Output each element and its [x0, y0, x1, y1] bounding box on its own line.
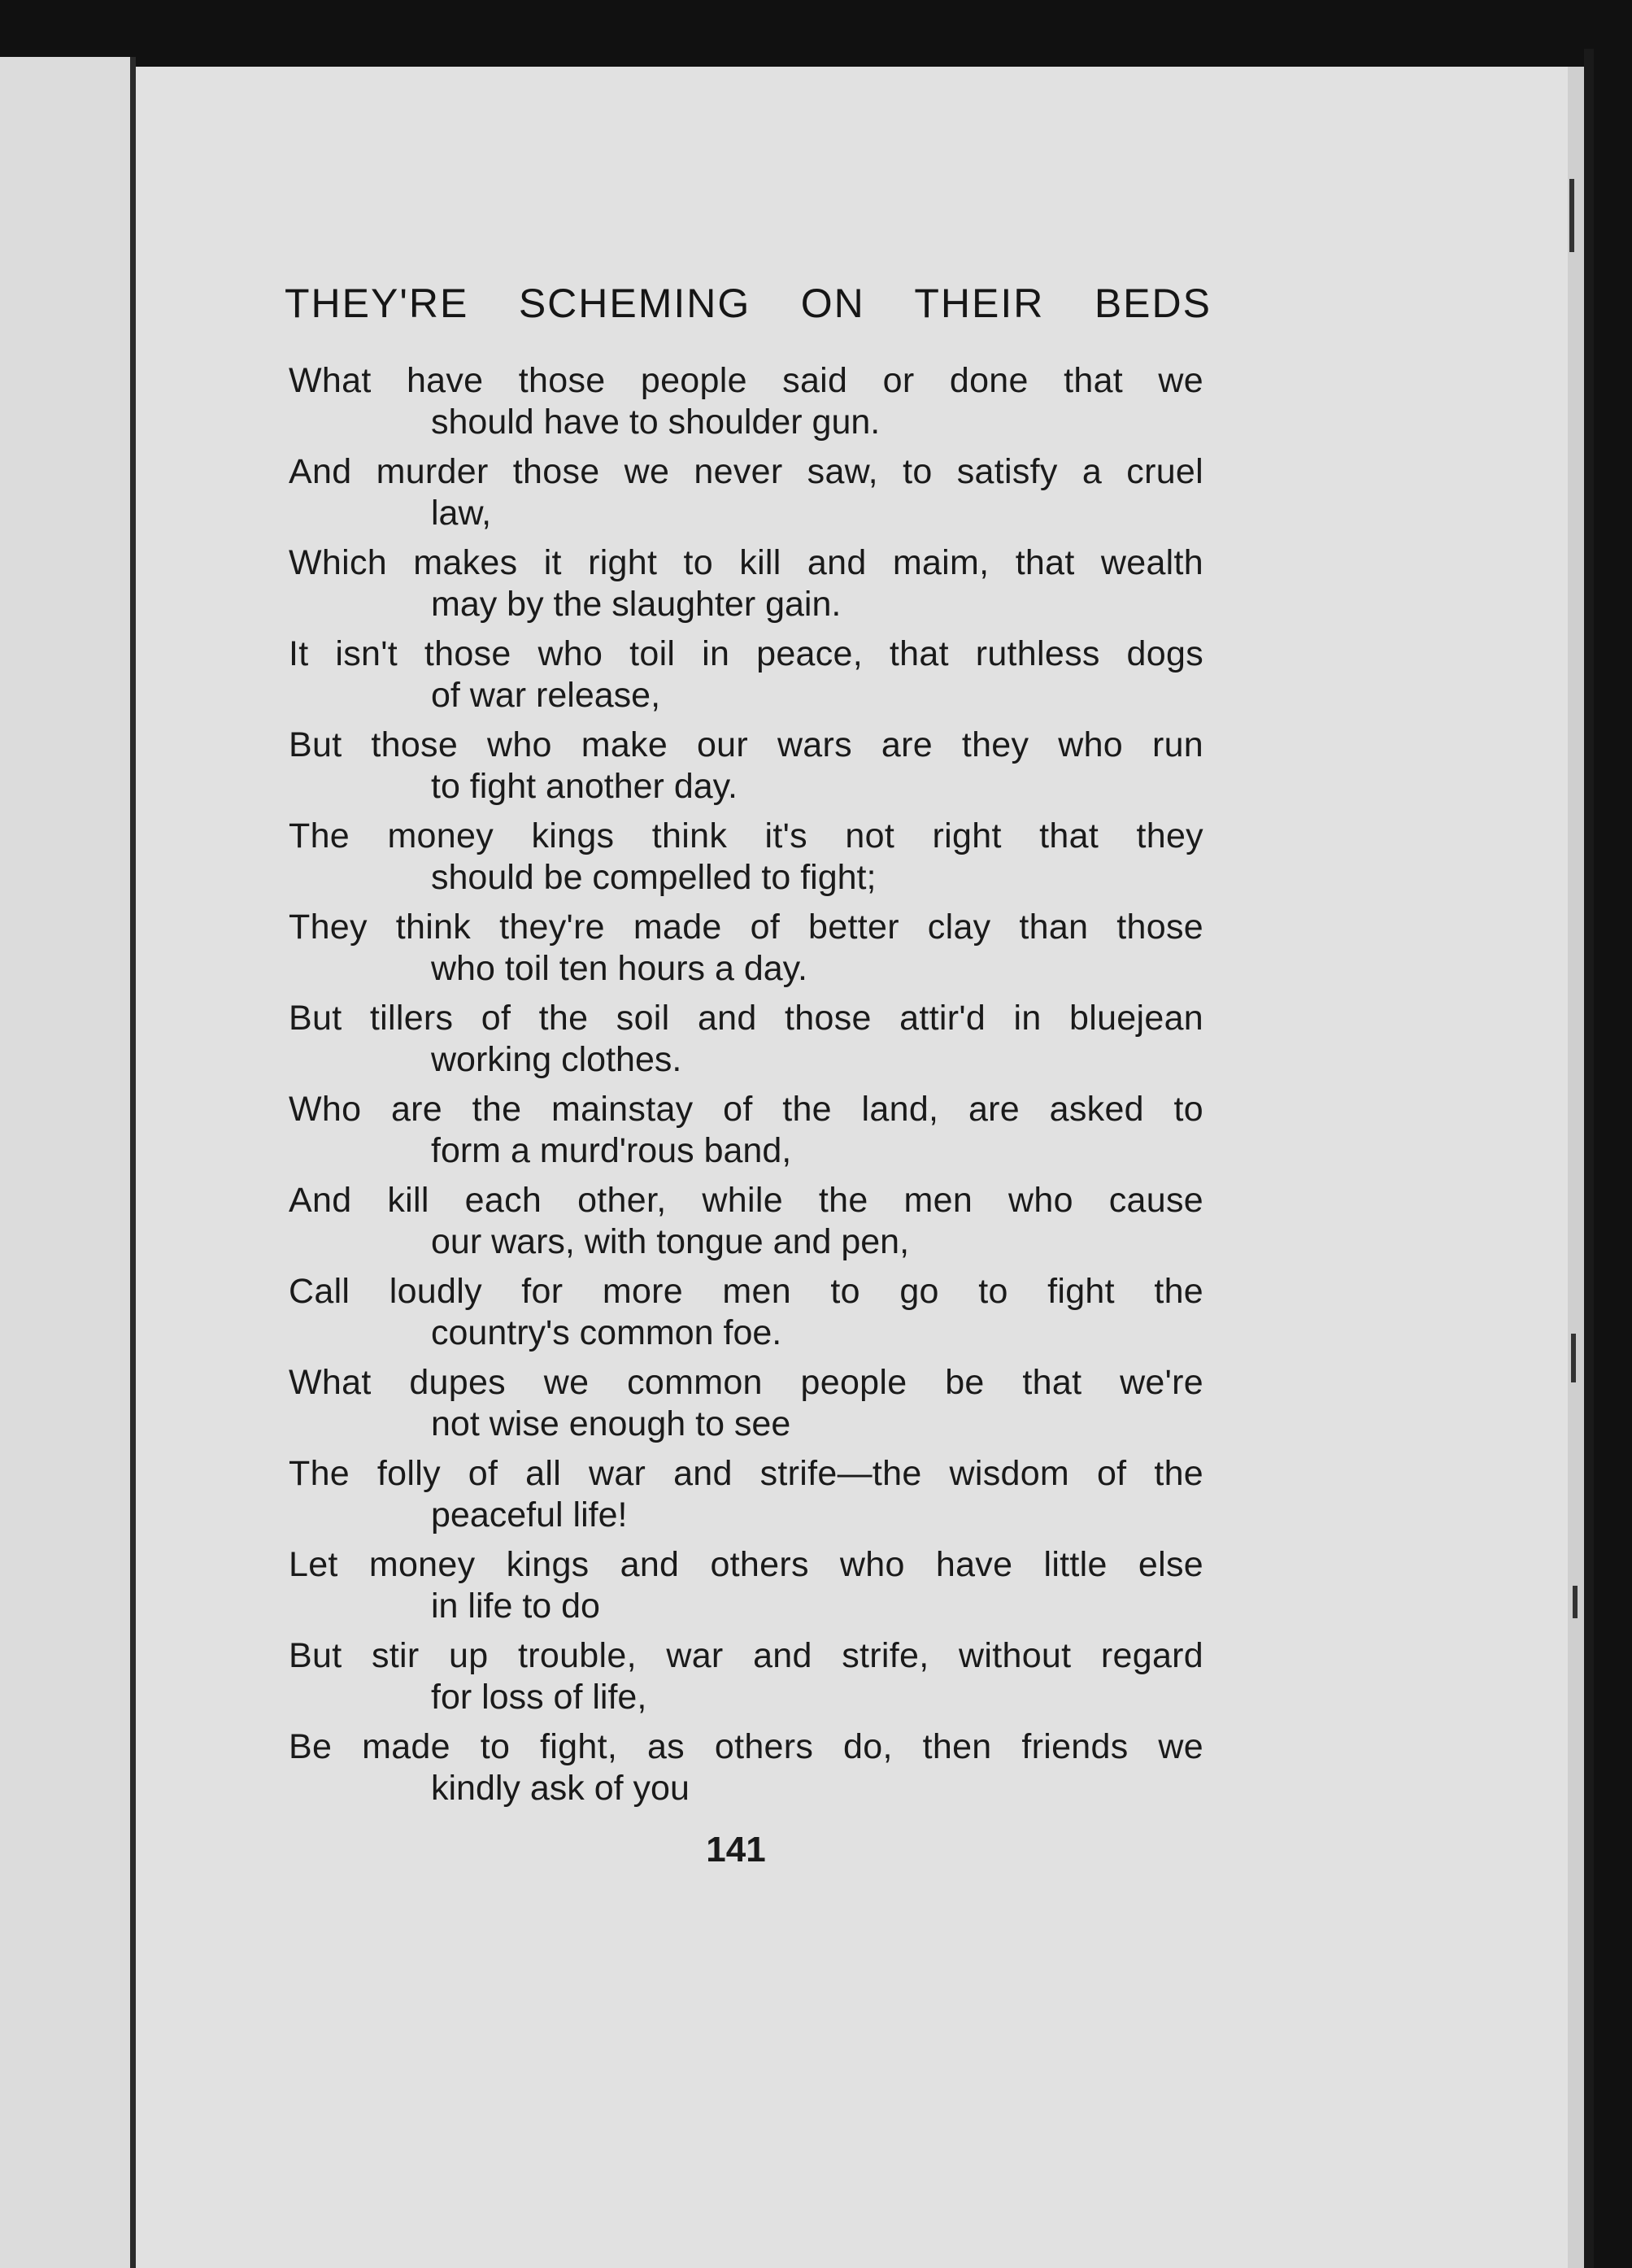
poem-line-continuation: for loss of life,	[431, 1678, 647, 1717]
poem-line: The folly of all war and strife—the wisdom of the	[289, 1454, 1203, 1493]
edge-mark	[1573, 1586, 1578, 1618]
edge-mark	[1571, 1334, 1576, 1382]
poem-line-continuation: of war release,	[431, 676, 661, 715]
poem-couplet	[289, 1543, 1203, 1626]
poem-line: What dupes we common people be that we're	[289, 1363, 1203, 1402]
poem-line: Call loudly for more men to go to fight the	[289, 1272, 1203, 1311]
poem-line-continuation: kindly ask of you	[431, 1769, 690, 1808]
poem-body	[289, 359, 1203, 1817]
poem-line-continuation: not wise enough to see	[431, 1404, 791, 1443]
poem-line-continuation: should have to shoulder gun.	[431, 403, 881, 442]
poem-line: And kill each other, while the men who cause	[289, 1181, 1203, 1220]
poem-couplet	[289, 1726, 1203, 1809]
poem-line: And murder those we never saw, to satisfy a cruel	[289, 452, 1203, 491]
poem-line-continuation: peaceful life!	[431, 1495, 628, 1534]
poem-couplet	[289, 1088, 1203, 1171]
poem-line: What have those people said or done that we	[289, 361, 1203, 400]
poem-couplet	[289, 1179, 1203, 1262]
poem-couplet	[289, 359, 1203, 442]
poem-couplet	[289, 1361, 1203, 1444]
poem-line-continuation: who toil ten hours a day.	[431, 949, 807, 988]
facing-page-edge	[0, 57, 134, 2268]
edge-mark	[1569, 179, 1574, 252]
poem-line: They think they're made of better clay than those	[289, 908, 1203, 947]
poem-couplet	[289, 1452, 1203, 1535]
poem-line-continuation: to fight another day.	[431, 767, 738, 806]
book-gutter	[130, 57, 136, 2268]
poem-line: Which makes it right to kill and maim, that wealth	[289, 543, 1203, 582]
poem-couplet	[289, 1635, 1203, 1717]
poem-couplet	[289, 633, 1203, 716]
poem-line: But stir up trouble, war and strife, without regard	[289, 1636, 1203, 1675]
poem-line-continuation: may by the slaughter gain.	[431, 585, 842, 624]
poem-couplet	[289, 451, 1203, 533]
poem-line-continuation: our wars, with tongue and pen,	[431, 1222, 910, 1261]
poem-couplet	[289, 906, 1203, 989]
poem-line-continuation: in life to do	[431, 1587, 600, 1626]
poem-couplet	[289, 815, 1203, 898]
poem-line: Let money kings and others who have little else	[289, 1545, 1203, 1584]
poem-couplet	[289, 1270, 1203, 1353]
poem-line: The money kings think it's not right that they	[289, 816, 1203, 855]
page-edge-shadow	[1584, 49, 1594, 2268]
poem-line: Who are the mainstay of the land, are asked to	[289, 1090, 1203, 1129]
poem-line-continuation: law,	[431, 494, 492, 533]
poem-line-continuation: country's common foe.	[431, 1313, 782, 1352]
poem-title: THEY'RE SCHEMING ON THEIR BEDS	[285, 281, 1212, 326]
poem-couplet	[289, 542, 1203, 625]
poem-line-continuation: form a murd'rous band,	[431, 1131, 792, 1170]
poem-line: Be made to fight, as others do, then friends we	[289, 1727, 1203, 1766]
poem-line: But those who make our wars are they who run	[289, 725, 1203, 764]
poem-couplet	[289, 997, 1203, 1080]
poem-line: It isn't those who toil in peace, that ruthless dogs	[289, 634, 1203, 673]
poem-line-continuation: working clothes.	[431, 1040, 682, 1079]
page-number: 141	[706, 1830, 766, 1870]
poem-line: But tillers of the soil and those attir'd in bluejean	[289, 999, 1203, 1038]
poem-couplet	[289, 724, 1203, 807]
poem-line-continuation: should be compelled to fight;	[431, 858, 877, 897]
